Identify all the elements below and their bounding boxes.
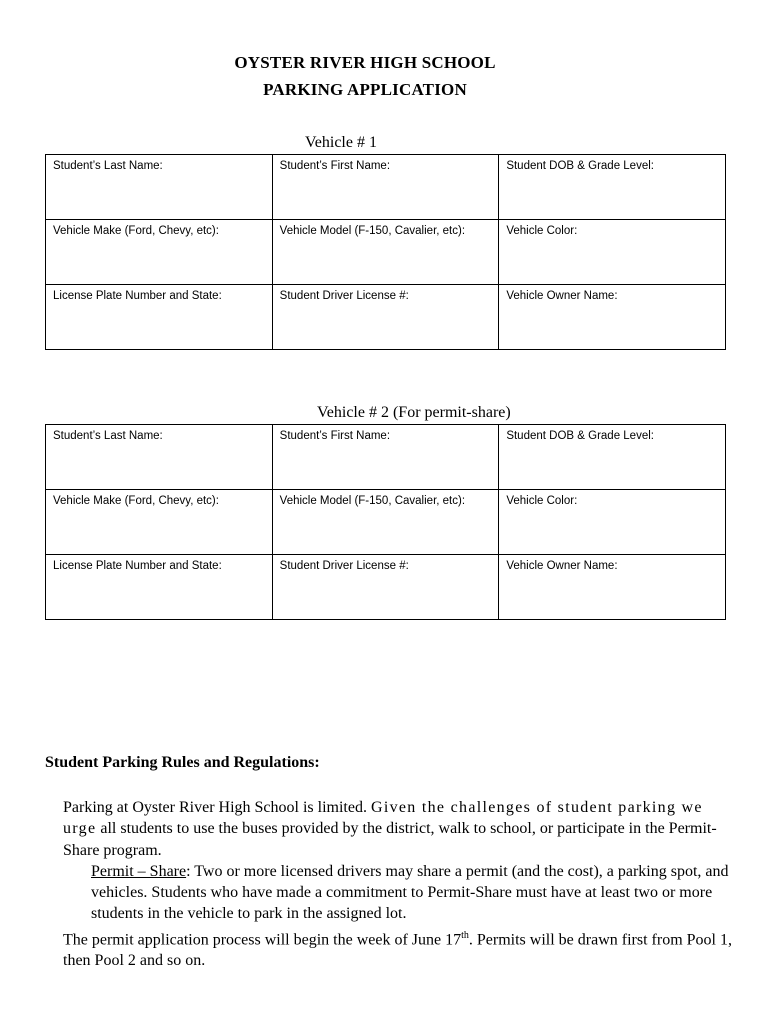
owner-name-field[interactable]: Vehicle Owner Name: — [499, 555, 726, 620]
owner-name-field[interactable]: Vehicle Owner Name: — [499, 285, 726, 350]
vehicle-1-heading: Vehicle # 1 — [305, 134, 377, 151]
permit-share-label: Permit – Share — [91, 862, 187, 880]
table-row — [46, 555, 726, 620]
rules-heading: Student Parking Rules and Regulations: — [45, 754, 320, 771]
permit-share-paragraph — [63, 861, 733, 925]
first-name-field[interactable]: Student’s First Name: — [272, 425, 499, 490]
last-name-field[interactable]: Student’s Last Name: — [46, 425, 273, 490]
driver-license-field[interactable]: Student Driver License #: — [272, 285, 499, 350]
table-row — [46, 285, 726, 350]
table-row — [46, 155, 726, 220]
license-plate-field[interactable]: License Plate Number and State: — [46, 555, 273, 620]
vehicle-2-table — [45, 424, 726, 620]
first-name-field[interactable]: Student’s First Name: — [272, 155, 499, 220]
vehicle-model-field[interactable]: Vehicle Model (F-150, Cavalier, etc): — [272, 490, 499, 555]
application-process-text: The permit application process will begin the week of June 17 — [63, 931, 462, 949]
vehicle-1-table — [45, 154, 726, 350]
driver-license-field[interactable]: Student Driver License #: — [272, 555, 499, 620]
vehicle-model-field[interactable]: Vehicle Model (F-150, Cavalier, etc): — [272, 220, 499, 285]
last-name-field[interactable]: Student’s Last Name: — [46, 155, 273, 220]
table-row — [46, 220, 726, 285]
vehicle-make-field[interactable]: Vehicle Make (Ford, Chevy, etc): — [46, 490, 273, 555]
table-row — [46, 425, 726, 490]
application-process-paragraph — [63, 925, 733, 972]
rules-body — [63, 797, 733, 972]
form-title: PARKING APPLICATION — [263, 80, 467, 99]
date-suffix: th — [461, 929, 469, 941]
dob-grade-field[interactable]: Student DOB & Grade Level: — [499, 425, 726, 490]
rules-intro-paragraph — [63, 797, 733, 861]
vehicle-make-field[interactable]: Vehicle Make (Ford, Chevy, etc): — [46, 220, 273, 285]
rules-intro-text-end: all students to use the buses provided by the district, walk to school, or participate in the Permit-Share program. — [63, 820, 717, 859]
dob-grade-field[interactable]: Student DOB & Grade Level: — [499, 155, 726, 220]
rules-intro-spaced-text: Given the challenges of student parking we urge — [63, 799, 703, 838]
vehicle-color-field[interactable]: Vehicle Color: — [499, 220, 726, 285]
permit-share-text: : Two or more licensed drivers may share a permit (and the cost), a parking spot, and vehicles. Students who have made a commitment to Permit-Share must have at least two or more students in the vehicle to park in the assigned lot. — [91, 862, 729, 923]
table-row — [46, 490, 726, 555]
school-name: OYSTER RIVER HIGH SCHOOL — [234, 53, 496, 72]
vehicle-2-heading: Vehicle # 2 (For permit-share) — [317, 404, 511, 421]
application-process-text-end: . Permits will be drawn first from Pool 1, then Pool 2 and so on. — [63, 931, 732, 970]
license-plate-field[interactable]: License Plate Number and State: — [46, 285, 273, 350]
vehicle-color-field[interactable]: Vehicle Color: — [499, 490, 726, 555]
rules-intro-text: Parking at Oyster River High School is limited. — [63, 799, 367, 816]
